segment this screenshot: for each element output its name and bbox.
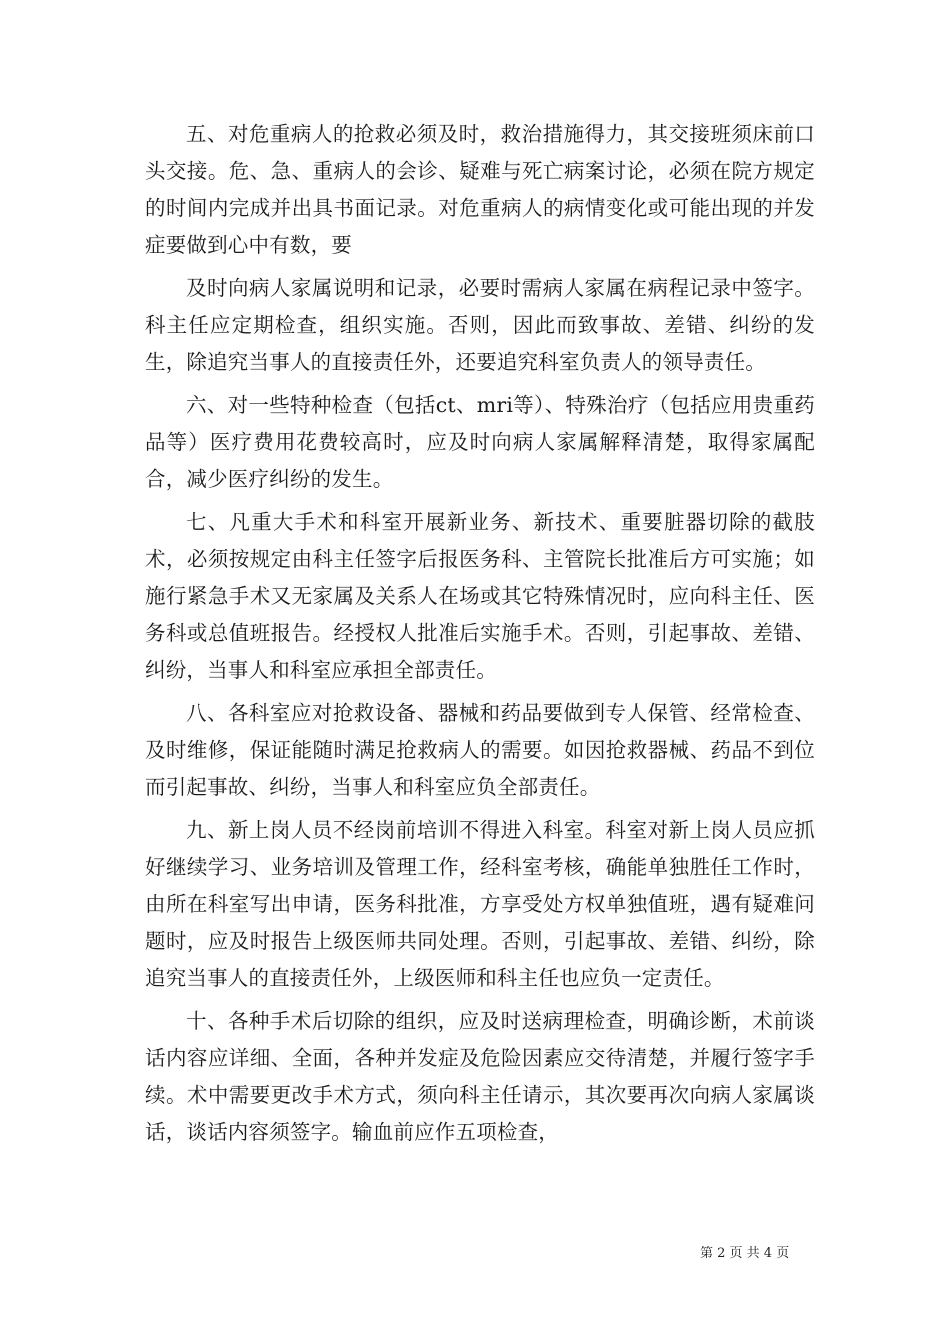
paragraph-5-continued: 及时向病人家属说明和记录，必要时需病人家属在病程记录中签字。科主任应定期检查，组织实施。否则，因此而致事故、差错、纠纷的发生，除追究当事人的直接责任外，还要追究科室负责人的领导责任。: [145, 276, 815, 374]
paragraph-9: 九、新上岗人员不经岗前培训不得进入科室。科室对新上岗人员应抓好继续学习、业务培训及管理工作，经科室考核，确能单独胜任工作时，由所在科室写出申请，医务科批准，方享受处方权单独值班，遇有疑难问题时，应及时报告上级医师共同处理。否则，引起事故、差错、纠纷，除追究当事人的直接责任外，上级医师和科主任也应负一定责任。: [145, 818, 815, 990]
paragraph-6: 六、对一些特种检查（包括ct、mri等）、特殊治疗（包括应用贵重药品等）医疗费用花费较高时，应及时向病人家属解释清楚，取得家属配合，减少医疗纠纷的发生。: [145, 393, 815, 491]
paragraph-7: 七、凡重大手术和科室开展新业务、新技术、重要脏器切除的截肢术，必须按规定由科主任签字后报医务科、主管院长批准后方可实施；如施行紧急手术又无家属及关系人在场或其它特殊情况时，应向科主任、医务科或总值班报告。经授权人批准后实施手术。否则，引起事故、差错、纠纷，当事人和科室应承担全部责任。: [145, 510, 815, 682]
document-body: [145, 116, 815, 1157]
paragraph-10: 十、各种手术后切除的组织，应及时送病理检查，明确诊断，术前谈话内容应详细、全面，各种并发症及危险因素应交待清楚，并履行签字手续。术中需要更改手术方式，须向科主任请示，其次要再次向病人家属谈话，谈话内容须签字。输血前应作五项检查，: [145, 1009, 815, 1144]
page-number-footer: 第 2 页 共 4 页: [700, 1246, 790, 1261]
paragraph-5: 五、对危重病人的抢救必须及时，救治措施得力，其交接班须床前口头交接。危、急、重病人的会诊、疑难与死亡病案讨论，必须在院方规定的时间内完成并出具书面记录。对危重病人的病情变化或可能出现的并发症要做到心中有数，要: [145, 122, 815, 257]
paragraph-8: 八、各科室应对抢救设备、器械和药品要做到专人保管、经常检查、及时维修，保证能随时满足抢救病人的需要。如因抢救器械、药品不到位而引起事故、纠纷，当事人和科室应负全部责任。: [145, 701, 815, 799]
